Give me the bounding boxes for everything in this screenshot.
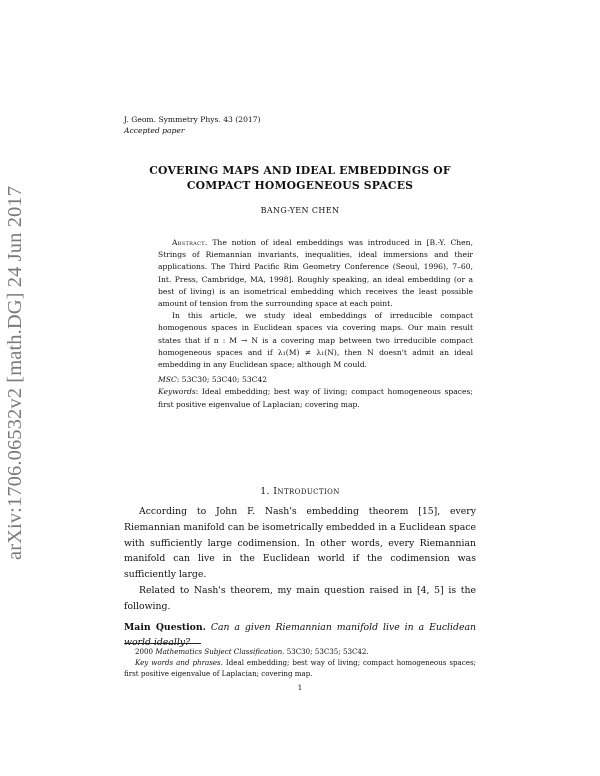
intro-paragraph-1: According to John F. Nash's embedding theorem [15], every Riemannian manifold can be isometrically embedded in a Euclidean space with sufficiently large codimension. In other words, every Riemannian manifold can live in the Euclidean world if the codimension was sufficiently large. <box>124 506 476 581</box>
footnote-keywords-text: Ideal embedding; best way of living; compact homogeneous spaces; first positive eigenvalue of Laplacian; covering map. <box>124 658 476 678</box>
intro-paragraph-2: Related to Nash's theorem, my main question raised in [4, 5] is the following. <box>124 584 476 612</box>
section-heading-introduction: 1. Introduction <box>260 486 340 497</box>
keywords-text: : Ideal embedding; best way of living; compact homogeneous spaces; first positive eigenvalue of Laplacian; covering map. <box>158 387 473 409</box>
paper-title-line-2: COMPACT HOMOGENEOUS SPACES <box>186 178 414 192</box>
footnote-msc-codes: 53C30; 53C35; 53C42. <box>284 647 369 656</box>
abstract-heading: Abstract. <box>172 238 208 247</box>
footnote-keywords <box>124 657 476 679</box>
keywords-line <box>158 386 473 410</box>
arxiv-identifier-text: arXiv:1706.06532v2 [math.DG] 24 Jun 2017 <box>4 185 26 560</box>
footnote-rule <box>124 643 201 644</box>
paper-title <box>100 164 500 193</box>
footnote-msc-label: Mathematics Subject Classification. <box>155 647 285 656</box>
abstract-text-1: The notion of ideal embeddings was introduced in [B.-Y. Chen, Strings of Riemannian invariants, inequalities, ideal immersions and their applications. The Third Pacific Rim Geometry Conference (Seoul, 1996), 7–60, Int. Press, Cambridge, MA, 1998]. Roughly speaking, an ideal embedding (or a best of living) is an isometrical embedding which receives the least possible amount of tension from the surrounding space at each point. <box>158 238 473 309</box>
footnote-block <box>124 646 476 679</box>
msc-codes: : 53C30; 53C40; 53C42 <box>176 375 268 385</box>
journal-header <box>124 114 261 136</box>
main-question-text: Can a given Riemannian manifold live in a Euclidean world ideally? <box>124 621 476 649</box>
msc-label: MSC <box>158 375 177 385</box>
msc-line <box>158 374 473 386</box>
main-question-label: Main Question. <box>124 621 206 633</box>
paper-title-line-1: COVERING MAPS AND IDEAL EMBEDDINGS OF <box>149 164 451 177</box>
page-number: 1 <box>297 683 303 692</box>
journal-status: Accepted paper <box>124 126 185 135</box>
introduction-body <box>124 504 476 651</box>
abstract-paragraph-1 <box>158 237 473 310</box>
keywords-label: Keywords <box>158 387 196 397</box>
journal-citation: J. Geom. Symmetry Phys. 43 (2017) <box>124 115 261 124</box>
author-name: BANG-YEN CHEN <box>260 206 340 215</box>
footnote-msc-year: 2000 <box>135 647 156 656</box>
footnote-keywords-label: Key words and phrases. <box>135 658 223 667</box>
arxiv-identifier-stamp <box>4 185 38 594</box>
abstract-paragraph-2: In this article, we study ideal embeddings of irreducible compact homogenous spaces in Euclidean spaces via covering maps. Our main result states that if π : M → N is a covering map between two irreducible compact homogeneous spaces and if λ₁(M) ≠ λ₁(N), then N doesn't admit an ideal embedding in any Euclidean space; although M could. <box>158 311 473 370</box>
footnote-msc <box>124 646 476 657</box>
abstract-block <box>158 237 473 411</box>
